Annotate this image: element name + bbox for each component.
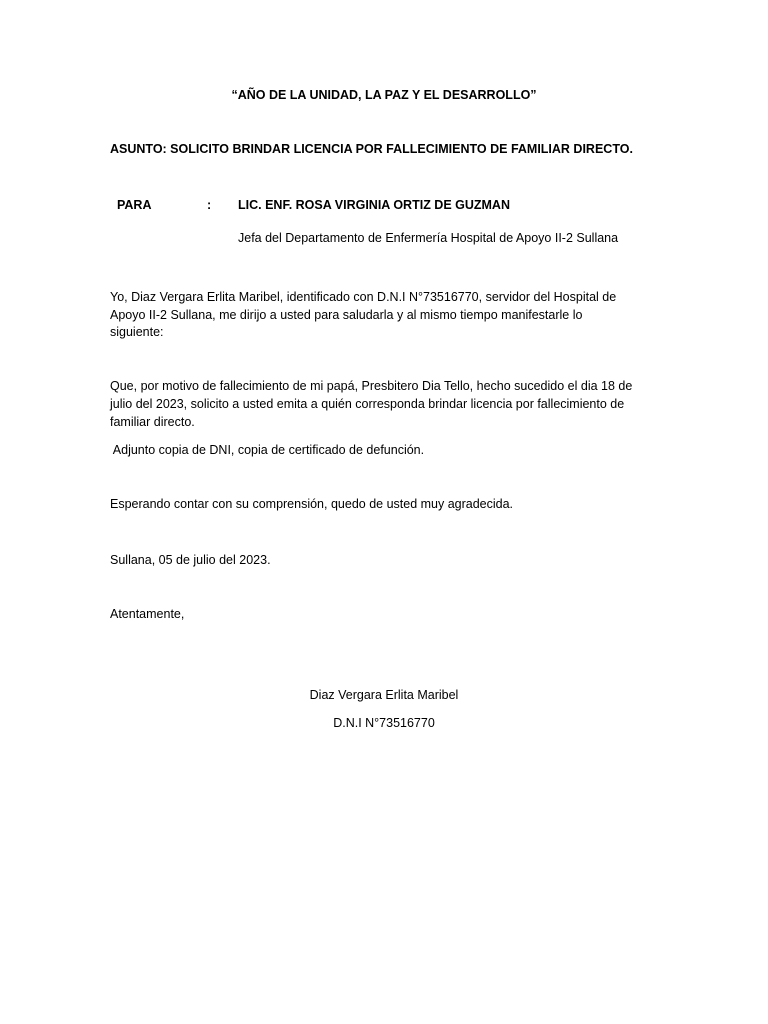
signature-name: Diaz Vergara Erlita Maribel [309,688,459,702]
salutation: Atentamente, [110,607,185,621]
subject-line: ASUNTO: SOLICITO BRINDAR LICENCIA POR FALLECIMIENTO DE FAMILIAR DIRECTO. [110,142,633,156]
recipient-colon: : [207,198,212,212]
place-date: Sullana, 05 de julio del 2023. [110,553,271,567]
year-motto: “AÑO DE LA UNIDAD, LA PAZ Y EL DESARROLLO” [231,88,537,102]
signature-dni: D.N.I N°73516770 [333,716,435,730]
body-line: julio del 2023, solicito a usted emita a quién corresponda brindar licencia por fallecimiento de [110,397,625,411]
closing-wish: Esperando contar con su comprensión, quedo de usted muy agradecida. [110,497,514,511]
body-line: Que, por motivo de fallecimiento de mi papá, Presbitero Dia Tello, hecho sucedido el dia 18 de [110,379,633,393]
intro-line: Yo, Diaz Vergara Erlita Maribel, identificado con D.N.I N°73516770, servidor del Hospital de [110,290,617,304]
body-line: familiar directo. [110,415,195,429]
recipient-label: PARA [117,198,152,212]
intro-line: siguiente: [110,325,164,339]
attachment-note: Adjunto copia de DNI, copia de certificado de defunción. [110,443,425,457]
recipient-name: LIC. ENF. ROSA VIRGINIA ORTIZ DE GUZMAN [238,198,510,212]
recipient-position: Jefa del Departamento de Enfermería Hospital de Apoyo II-2 Sullana [238,231,619,245]
intro-line: Apoyo II-2 Sullana, me dirijo a usted para saludarla y al mismo tiempo manifestarle lo [110,308,583,322]
